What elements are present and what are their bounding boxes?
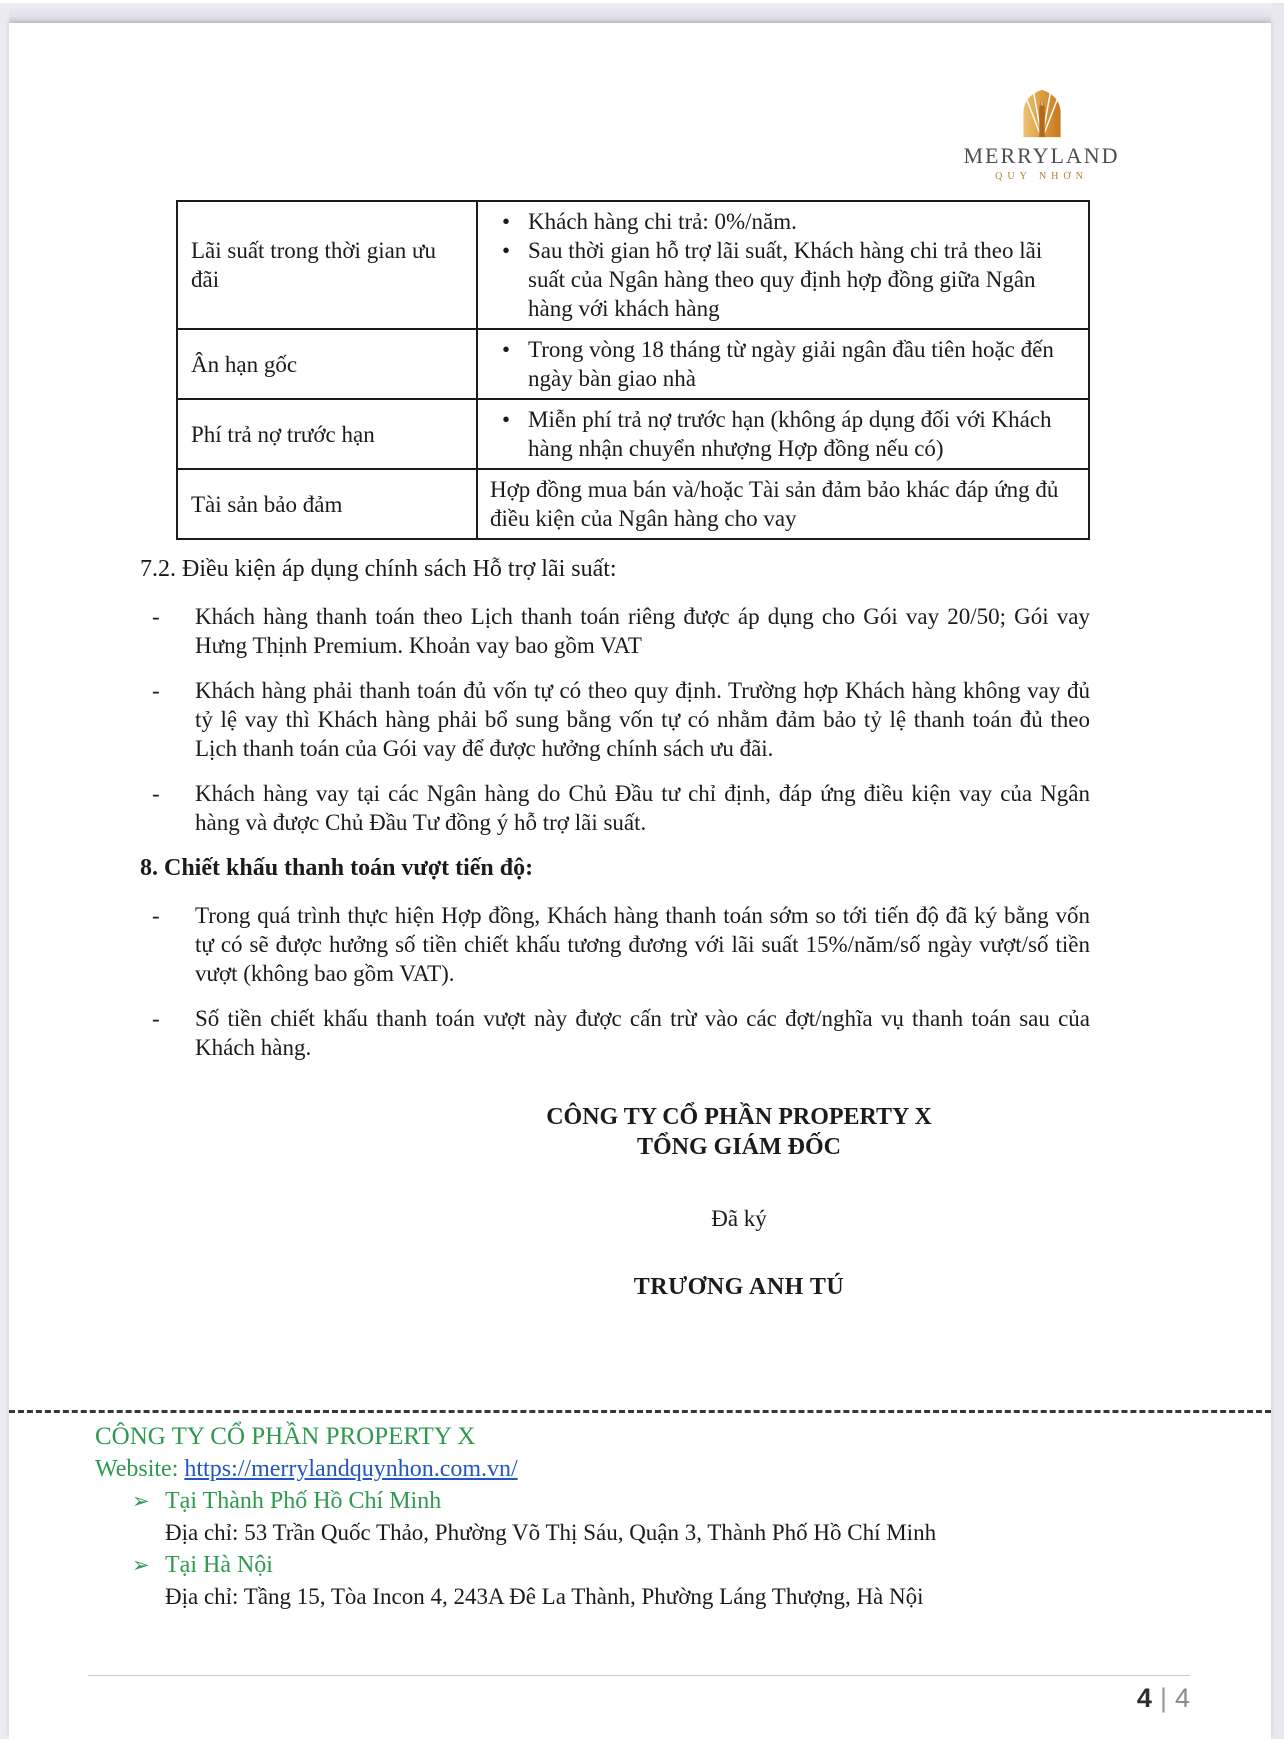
section-8-list <box>140 901 1090 1062</box>
bullet-text: Trong vòng 18 tháng từ ngày giải ngân đầu tiên hoặc đến ngày bàn giao nhà <box>528 337 1054 391</box>
company-footer <box>95 1421 1205 1613</box>
website-label: Website: <box>95 1456 179 1482</box>
row-label: Lãi suất trong thời gian ưu đãi <box>177 201 477 329</box>
page-number-rule <box>88 1675 1190 1676</box>
dash-marker: - <box>152 604 160 629</box>
scan-right-band <box>1271 3 1284 1739</box>
signature-title: TỔNG GIÁM ĐỐC <box>637 1134 841 1160</box>
scan-top-band <box>0 3 1284 23</box>
bullet-item <box>490 236 1080 323</box>
bullet-item <box>490 405 1080 463</box>
list-item-text: Khách hàng thanh toán theo Lịch thanh toán riêng được áp dụng cho Gói vay 20/50; Gói vay Hưng Thịnh Premium. Khoản vay bao gồm VAT <box>195 604 1090 658</box>
bullet-marker: • <box>502 209 511 234</box>
list-item-text: Số tiền chiết khấu thanh toán vượt này được cấn trừ vào các đợt/nghĩa vụ thanh toán sau của Khách hàng. <box>195 1006 1090 1060</box>
signed-note: Đã ký <box>711 1206 767 1231</box>
website-link[interactable]: https://merrylandquynhon.com.vn/ <box>184 1456 518 1482</box>
section-7-2-heading: 7.2. Điều kiện áp dụng chính sách Hỗ trợ lãi suất: <box>140 556 617 582</box>
dash-marker: - <box>152 678 160 703</box>
bullet-marker: • <box>502 407 511 432</box>
branch-address: Địa chỉ: Tầng 15, Tòa Incon 4, 243A Đê La Thành, Phường Láng Thượng, Hà Nội <box>165 1584 924 1609</box>
table-row <box>177 329 1089 399</box>
loan-terms-table <box>176 200 1090 540</box>
branch-city: Tại Hà Nội <box>165 1552 273 1578</box>
merryland-logo <box>934 87 1149 182</box>
bullet-text: Khách hàng chi trả: 0%/năm. <box>528 209 797 234</box>
list-item <box>140 779 1090 837</box>
row-label: Phí trả nợ trước hạn <box>177 399 477 469</box>
page-separator: | <box>1159 1683 1167 1713</box>
list-item <box>140 602 1090 660</box>
list-item-text: Khách hàng vay tại các Ngân hàng do Chủ Đầu tư chỉ định, đáp ứng điều kiện vay của Ngân hàng và được Chủ Đầu Tư đồng ý hỗ trợ lãi suất. <box>195 781 1090 835</box>
dash-marker: - <box>152 1006 160 1031</box>
dashed-divider <box>9 1410 1271 1413</box>
list-item <box>140 1004 1090 1062</box>
page-number <box>890 1683 1190 1714</box>
branch-line <box>95 1549 1205 1581</box>
footer-company-name: CÔNG TY CỔ PHẦN PROPERTY X <box>95 1423 476 1450</box>
list-item-text: Khách hàng phải thanh toán đủ vốn tự có theo quy định. Trường hợp Khách hàng không vay đủ tỷ lệ vay thì Khách hàng phải bổ sung bằng vốn tự có nhằm đảm bảo tỷ lệ thanh toán đủ theo Lịch thanh toán của Gói vay để được hưởng chính sách ưu đãi. <box>195 678 1090 761</box>
scan-left-band <box>0 3 9 1739</box>
signature-company: CÔNG TY CỔ PHẦN PROPERTY X <box>546 1104 932 1130</box>
list-item-text: Trong quá trình thực hiện Hợp đồng, Khách hàng thanh toán sớm so tới tiến độ đã ký bằng vốn tự có sẽ được hưởng số tiền chiết khấu tương đương với lãi suất 15%/năm/số ngày vượt/số tiền vượt (không bao gồm VAT). <box>195 903 1090 986</box>
row-content <box>477 201 1089 329</box>
logo-tagline-text: QUY NHƠN <box>995 171 1088 182</box>
dash-marker: - <box>152 903 160 928</box>
row-content: Hợp đồng mua bán và/hoặc Tài sản đảm bảo khác đáp ứng đủ điều kiện của Ngân hàng cho vay <box>477 469 1089 539</box>
total-pages: 4 <box>1174 1683 1190 1713</box>
bullet-marker: • <box>502 337 511 362</box>
row-content <box>477 399 1089 469</box>
table-row <box>177 201 1089 329</box>
bullet-item <box>490 335 1080 393</box>
table-row <box>177 469 1089 539</box>
signature-block <box>409 1102 1069 1301</box>
list-item <box>140 901 1090 988</box>
branch-address: Địa chỉ: 53 Trần Quốc Thảo, Phường Võ Thị Sáu, Quận 3, Thành Phố Hồ Chí Minh <box>165 1520 937 1545</box>
bullet-text: Miễn phí trả nợ trước hạn (không áp dụng đối với Khách hàng nhận chuyển nhượng Hợp đồng nếu có) <box>528 407 1052 461</box>
section-7-2-list <box>140 602 1090 837</box>
section-8-heading: 8. Chiết khấu thanh toán vượt tiến độ: <box>140 855 534 881</box>
bullet-item <box>490 207 1080 236</box>
footer-website-line <box>95 1453 1205 1485</box>
branch-line <box>95 1485 1205 1517</box>
document-page <box>9 23 1271 1739</box>
merryland-fan-icon <box>1014 87 1070 139</box>
table-row <box>177 399 1089 469</box>
bullet-text: Sau thời gian hỗ trợ lãi suất, Khách hàng chi trả theo lãi suất của Ngân hàng theo quy định hợp đồng giữa Ngân hàng với khách hàng <box>528 238 1043 321</box>
row-label: Tài sản bảo đảm <box>177 469 477 539</box>
list-item <box>140 676 1090 763</box>
row-content <box>477 329 1089 399</box>
logo-brand-text: MERRYLAND <box>963 143 1120 168</box>
dash-marker: - <box>152 781 160 806</box>
row-label: Ân hạn gốc <box>177 329 477 399</box>
current-page: 4 <box>1136 1683 1152 1713</box>
bullet-marker: • <box>502 238 511 263</box>
arrow-bullet-icon: ➢ <box>132 1489 150 1513</box>
arrow-bullet-icon: ➢ <box>132 1553 150 1577</box>
signer-name: TRƯƠNG ANH TÚ <box>633 1274 845 1300</box>
branch-city: Tại Thành Phố Hồ Chí Minh <box>165 1488 442 1514</box>
